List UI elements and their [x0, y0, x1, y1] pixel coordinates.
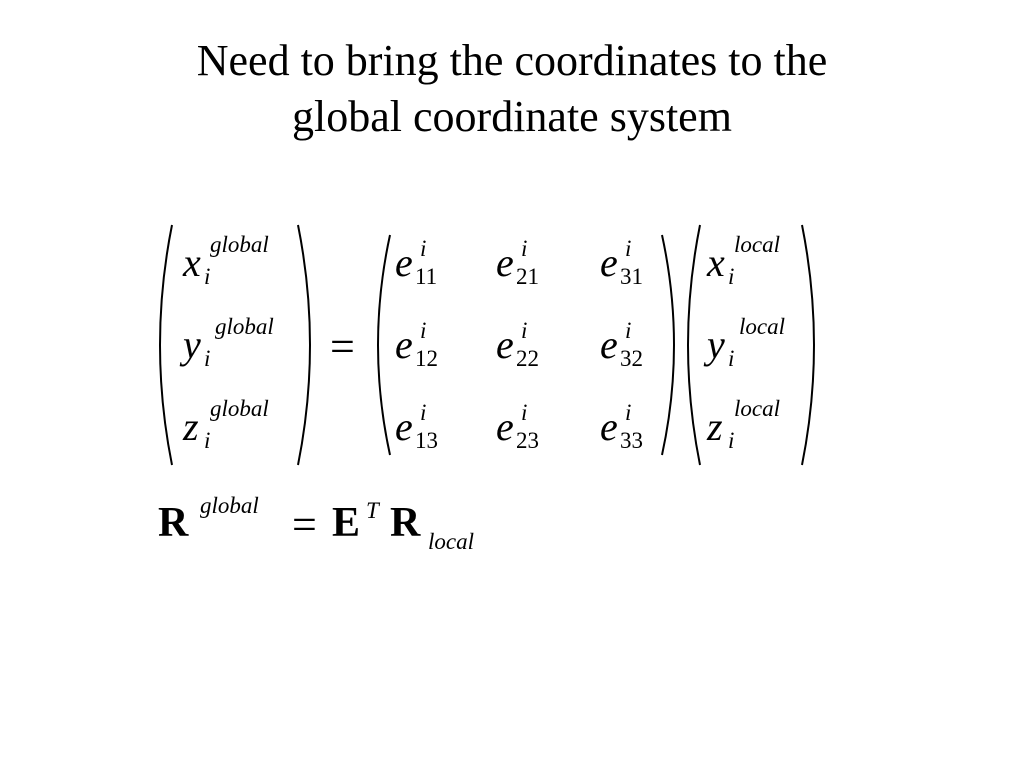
eq2-lhs-superscript: global [200, 493, 259, 518]
right-vector-entry-z: z local i [707, 396, 780, 453]
matrix-close-paren [662, 235, 674, 455]
matrix-entry-e11: e i 11 [395, 236, 438, 289]
left-vector-open-paren [160, 225, 172, 465]
matrix-entry-e22: e i 22 [496, 318, 539, 371]
matrix-entry-e32: e i 32 [600, 318, 643, 371]
left-vector-close-paren [298, 225, 310, 465]
eq2-equals-sign: = [292, 500, 317, 549]
left-vector-entry-x: x global i [183, 232, 269, 289]
eq2-E: E [332, 500, 361, 546]
left-vector-entry-y: y global i [183, 314, 274, 371]
right-vector-entry-x: x local i [707, 232, 780, 289]
matrix-entry-e13: e i 13 [395, 400, 438, 453]
left-vector-entry-z: z global i [183, 396, 269, 453]
matrix-entry-e31: e i 31 [600, 236, 643, 289]
matrix-entry-e23: e i 23 [496, 400, 539, 453]
matrix-entry-e33: e i 33 [600, 400, 643, 453]
title-line-1: Need to bring the coordinates to the [196, 36, 828, 85]
matrix-entry-e21: e i 21 [496, 236, 539, 289]
eq2-lhs-R: R [158, 500, 189, 546]
eq2-rhs-subscript: local [428, 529, 474, 554]
eq2-rhs-R: R [390, 500, 421, 546]
right-vector-entry-y: y local i [707, 314, 785, 371]
matrix-entry-e12: e i 12 [395, 318, 438, 371]
title-line-2: global coordinate system [292, 92, 732, 141]
equals-sign: = [330, 322, 355, 371]
right-vector-close-paren [802, 225, 814, 465]
matrix-open-paren [378, 235, 390, 455]
eq2-E-superscript: T [366, 498, 379, 523]
right-vector-open-paren [688, 225, 700, 465]
